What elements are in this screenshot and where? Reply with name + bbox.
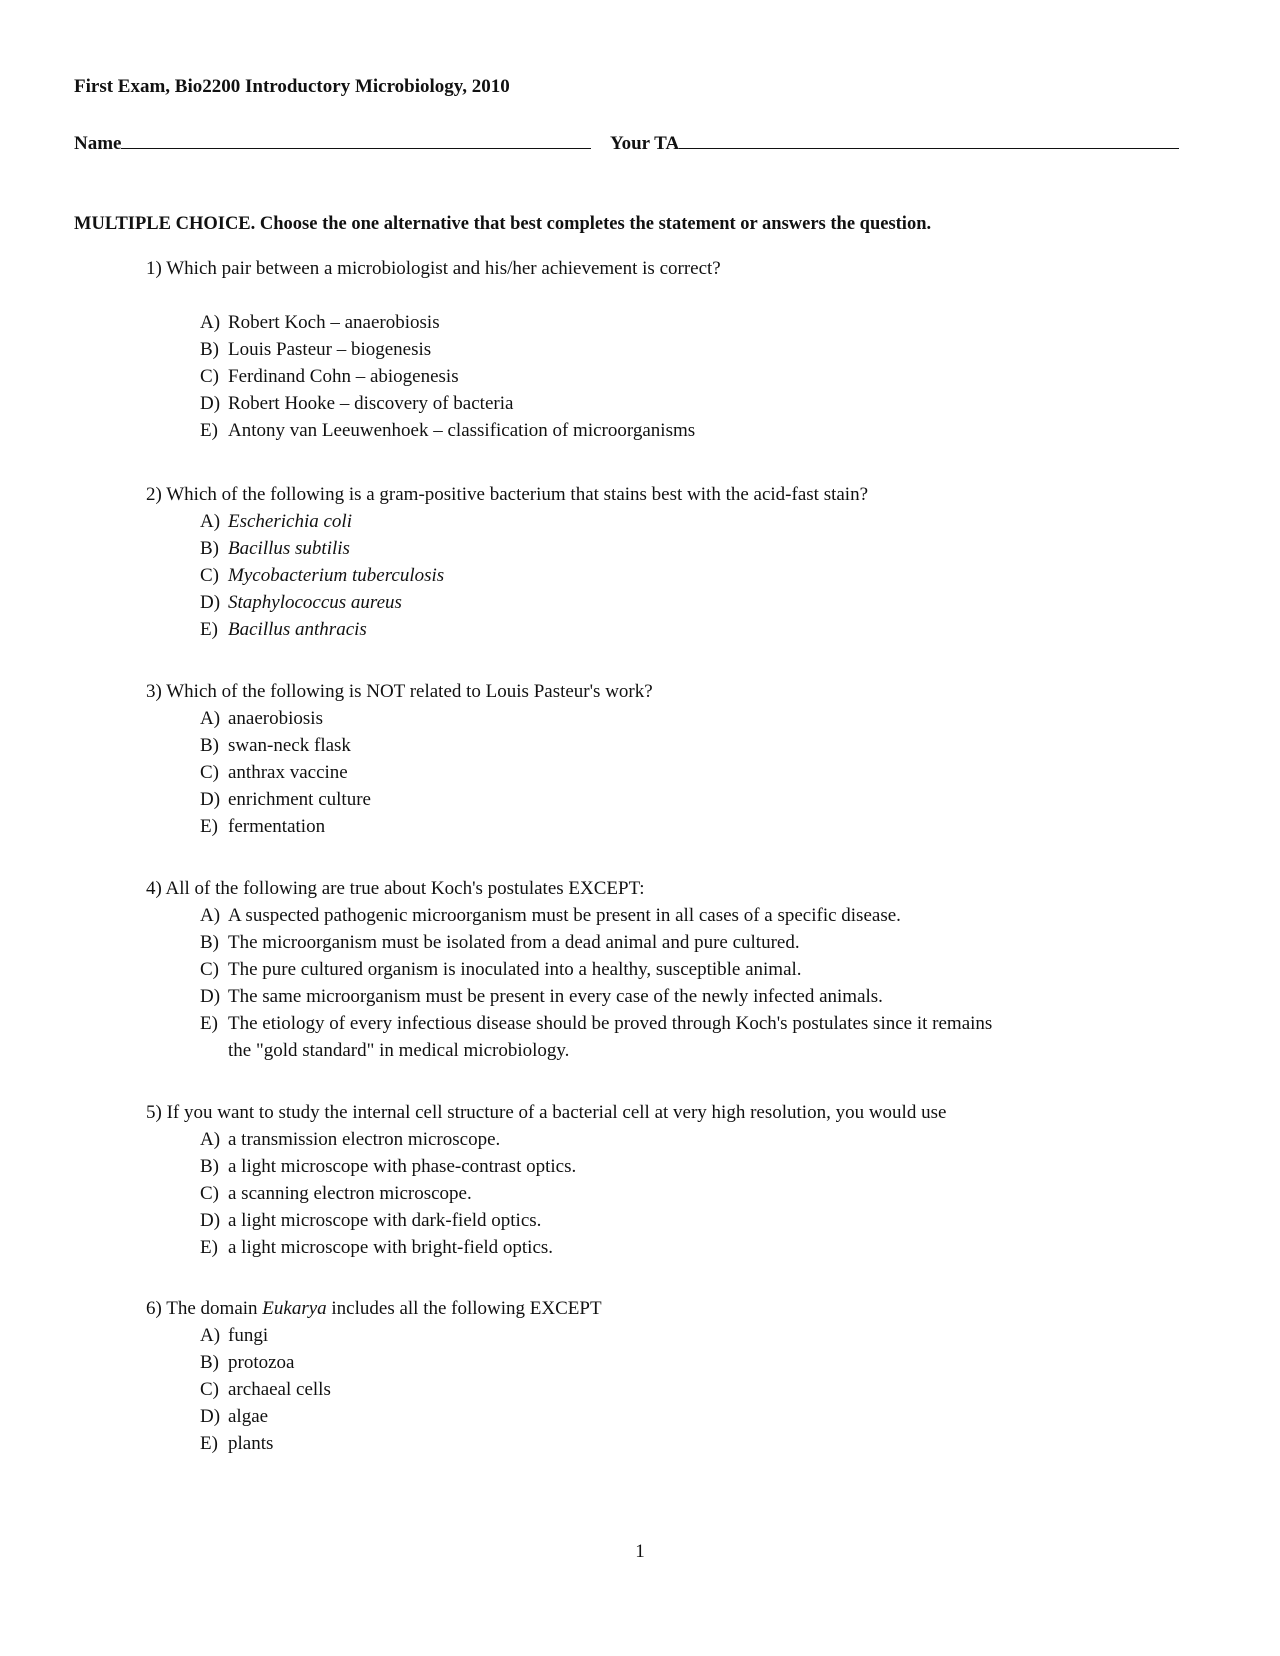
option-label: C): [200, 762, 219, 783]
option-text: The etiology of every infectious disease should be proved through Koch's postulates since it remains: [228, 1013, 993, 1034]
option[interactable]: [200, 959, 802, 981]
name-underline: [121, 130, 591, 149]
option-text: Ferdinand Cohn – abiogenesis: [228, 366, 459, 387]
option-text: anaerobiosis: [228, 708, 323, 729]
option[interactable]: [200, 619, 367, 641]
option[interactable]: [200, 592, 402, 614]
option-label: E): [200, 816, 218, 837]
question-text: Which of the following is a gram-positive bacterium that stains best with the acid-fast stain?: [166, 484, 869, 505]
option[interactable]: [200, 1210, 541, 1232]
option-text: Louis Pasteur – biogenesis: [228, 339, 432, 360]
option-text: Bacillus anthracis: [228, 619, 367, 640]
option-text: Robert Hooke – discovery of bacteria: [228, 393, 514, 414]
option[interactable]: [200, 366, 459, 388]
option-label: B): [200, 1156, 219, 1177]
option-text: Robert Koch – anaerobiosis: [228, 312, 440, 333]
option-label: A): [200, 708, 221, 729]
option[interactable]: [200, 1156, 576, 1178]
name-field[interactable]: [74, 130, 591, 155]
question-2: [146, 484, 868, 506]
option-label: A): [200, 1325, 221, 1346]
option[interactable]: [200, 339, 431, 361]
instructions: MULTIPLE CHOICE. Choose the one alternative that best completes the statement or answers the question.: [74, 214, 932, 234]
question-text: All of the following are true about Koch's postulates EXCEPT:: [165, 878, 645, 899]
option[interactable]: [200, 1379, 331, 1401]
option-label: E): [200, 1433, 218, 1454]
option-text: Bacillus subtilis: [228, 538, 350, 559]
option-label: C): [200, 366, 219, 387]
question-text-post: includes all the following EXCEPT: [326, 1298, 602, 1319]
option-label: E): [200, 1237, 218, 1258]
option-text: A suspected pathogenic microorganism must be present in all cases of a specific disease.: [228, 905, 901, 926]
option-text: protozoa: [228, 1352, 295, 1373]
option-label: A): [200, 312, 221, 333]
option-text: Escherichia coli: [228, 511, 352, 532]
ta-label: Your TA: [610, 133, 680, 154]
option-label: A): [200, 1129, 221, 1150]
option-label: C): [200, 1183, 219, 1204]
question-number: 3): [146, 681, 162, 702]
ta-field[interactable]: [610, 130, 1179, 155]
option-label: C): [200, 1379, 219, 1400]
option-label: E): [200, 1013, 218, 1034]
option[interactable]: [200, 1129, 500, 1151]
option[interactable]: [200, 986, 883, 1008]
option-text: anthrax vaccine: [228, 762, 348, 783]
option-text: a scanning electron microscope.: [228, 1183, 472, 1204]
question-number: 6): [146, 1298, 162, 1319]
option-label: D): [200, 789, 221, 810]
option-text: a transmission electron microscope.: [228, 1129, 501, 1150]
question-number: 2): [146, 484, 162, 505]
option-label: E): [200, 420, 218, 441]
question-text: Which of the following is NOT related to Louis Pasteur's work?: [166, 681, 653, 702]
name-label: Name: [74, 133, 122, 154]
option[interactable]: [200, 735, 351, 757]
option-label: A): [200, 511, 221, 532]
option[interactable]: [200, 393, 513, 415]
question-text: If you want to study the internal cell structure of a bacterial cell at very high resolution, you would use: [166, 1102, 947, 1123]
option-label: D): [200, 1406, 221, 1427]
option-label: B): [200, 1352, 219, 1373]
option-text-continued: the "gold standard" in medical microbiology.: [228, 1040, 570, 1061]
option[interactable]: [200, 538, 350, 560]
option-label: D): [200, 1210, 221, 1231]
option[interactable]: [200, 816, 325, 838]
option-label: B): [200, 735, 219, 756]
option-text: swan-neck flask: [228, 735, 351, 756]
option-text: fungi: [228, 1325, 269, 1346]
option-label: B): [200, 339, 219, 360]
option-label: D): [200, 393, 221, 414]
option-label: D): [200, 592, 221, 613]
ta-underline: [679, 130, 1179, 149]
option[interactable]: [200, 789, 371, 811]
option-text: algae: [228, 1406, 269, 1427]
option[interactable]: [200, 312, 440, 334]
option-text: The pure cultured organism is inoculated into a healthy, susceptible animal.: [228, 959, 802, 980]
option[interactable]: [200, 1183, 472, 1205]
question-6: [146, 1298, 602, 1320]
option-text: a light microscope with bright-field optics.: [228, 1237, 554, 1258]
option-text: Antony van Leeuwenhoek – classification of microorganisms: [228, 420, 696, 441]
option-text: The microorganism must be isolated from a dead animal and pure cultured.: [228, 932, 800, 953]
option[interactable]: [200, 1325, 268, 1347]
option-label: B): [200, 932, 219, 953]
question-1: [146, 258, 721, 280]
option-text: a light microscope with phase-contrast optics.: [228, 1156, 577, 1177]
option[interactable]: [200, 905, 901, 927]
option[interactable]: [200, 1013, 992, 1035]
question-number: 5): [146, 1102, 162, 1123]
question-text: Which pair between a microbiologist and his/her achievement is correct?: [166, 258, 721, 279]
option-text: Staphylococcus aureus: [228, 592, 402, 613]
option-text: archaeal cells: [228, 1379, 331, 1400]
option[interactable]: [200, 708, 323, 730]
question-text-italic: Eukarya: [262, 1298, 327, 1319]
option[interactable]: [200, 1433, 273, 1455]
option-label: C): [200, 959, 219, 980]
question-number: 1): [146, 258, 162, 279]
question-number: 4): [146, 878, 162, 899]
option-text: The same microorganism must be present in every case of the newly infected animals.: [228, 986, 883, 1007]
option[interactable]: [200, 511, 352, 533]
option-text: a light microscope with dark-field optics.: [228, 1210, 542, 1231]
question-text-pre: The domain: [166, 1298, 263, 1319]
option-label: E): [200, 619, 218, 640]
question-3: [146, 681, 653, 703]
question-4: [146, 878, 645, 900]
option[interactable]: [200, 932, 800, 954]
option[interactable]: [200, 1406, 268, 1428]
option[interactable]: [200, 1237, 553, 1259]
option-label: A): [200, 905, 221, 926]
question-5: [146, 1102, 946, 1124]
option-text: plants: [228, 1433, 274, 1454]
option-label: B): [200, 538, 219, 559]
option-text: Mycobacterium tuberculosis: [228, 565, 445, 586]
option[interactable]: [200, 762, 348, 784]
option-label: D): [200, 986, 221, 1007]
option-label: C): [200, 565, 219, 586]
page-number: 1: [635, 1541, 645, 1562]
exam-title: First Exam, Bio2200 Introductory Microbiology, 2010: [74, 76, 510, 97]
option-text: fermentation: [228, 816, 326, 837]
option[interactable]: [200, 565, 444, 587]
option-text: enrichment culture: [228, 789, 371, 810]
option[interactable]: [200, 420, 695, 442]
option[interactable]: [200, 1352, 294, 1374]
